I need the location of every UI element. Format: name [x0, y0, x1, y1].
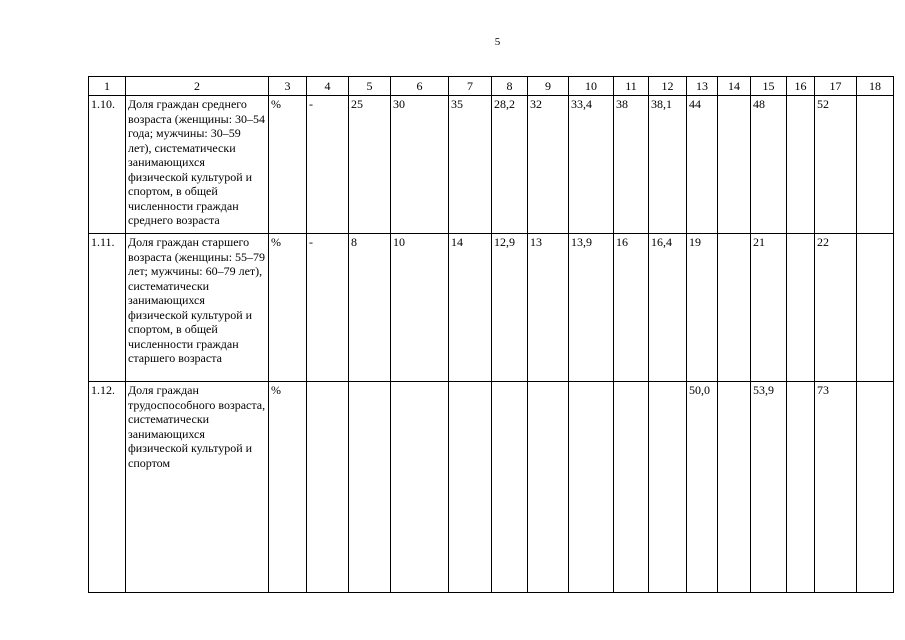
value-cell	[349, 382, 391, 593]
header-cell: 2	[126, 77, 269, 96]
value-cell: 30	[391, 96, 449, 234]
value-cell: 21	[751, 234, 787, 382]
row-number: 1.11.	[89, 234, 126, 382]
value-cell: 13	[528, 234, 569, 382]
value-cell: 14	[449, 234, 492, 382]
value-cell: 48	[751, 96, 787, 234]
value-cell: 22	[815, 234, 857, 382]
header-cell: 3	[269, 77, 307, 96]
header-cell: 11	[614, 77, 649, 96]
value-cell: 13,9	[569, 234, 614, 382]
value-cell	[649, 382, 687, 593]
value-cell: 33,4	[569, 96, 614, 234]
value-cell	[787, 234, 815, 382]
header-row	[89, 77, 894, 96]
header-cell: 7	[449, 77, 492, 96]
indicator-name: Доля граждан старшего возраста (женщины: 55–79 лет; мужчины: 60–79 лет), систематически занимающихся физической культурой и спортом, в общей численности граждан старшего возраста	[126, 234, 269, 382]
value-cell	[857, 234, 894, 382]
value-cell: 16	[614, 234, 649, 382]
header-cell: 8	[492, 77, 528, 96]
table-row	[89, 382, 894, 593]
value-cell: 35	[449, 96, 492, 234]
header-cell: 16	[787, 77, 815, 96]
value-cell: 10	[391, 234, 449, 382]
value-cell	[718, 382, 751, 593]
value-cell	[857, 382, 894, 593]
value-cell: 25	[349, 96, 391, 234]
header-cell: 12	[649, 77, 687, 96]
header-cell: 18	[857, 77, 894, 96]
row-number: 1.10.	[89, 96, 126, 234]
header-cell: 4	[307, 77, 349, 96]
indicator-name: Доля граждан трудоспособного возраста, систематически занимающихся физической культурой и спортом	[126, 382, 269, 593]
value-cell: 32	[528, 96, 569, 234]
value-cell: 38,1	[649, 96, 687, 234]
header-cell: 10	[569, 77, 614, 96]
value-cell	[718, 234, 751, 382]
value-cell	[614, 382, 649, 593]
row-number: 1.12.	[89, 382, 126, 593]
header-cell: 13	[687, 77, 718, 96]
table-row	[89, 96, 894, 234]
value-cell	[528, 382, 569, 593]
page-number: 5	[494, 36, 501, 48]
value-cell	[492, 382, 528, 593]
header-cell: 14	[718, 77, 751, 96]
value-cell: 28,2	[492, 96, 528, 234]
value-cell	[787, 96, 815, 234]
value-cell: -	[307, 234, 349, 382]
value-cell	[449, 382, 492, 593]
value-cell: 44	[687, 96, 718, 234]
value-cell: 12,9	[492, 234, 528, 382]
value-cell: 53,9	[751, 382, 787, 593]
unit-cell: %	[269, 96, 307, 234]
value-cell: 8	[349, 234, 391, 382]
value-cell	[391, 382, 449, 593]
value-cell: 50,0	[687, 382, 718, 593]
value-cell	[787, 382, 815, 593]
value-cell	[718, 96, 751, 234]
header-cell: 5	[349, 77, 391, 96]
value-cell	[307, 382, 349, 593]
header-cell: 9	[528, 77, 569, 96]
header-cell: 1	[89, 77, 126, 96]
unit-cell: %	[269, 234, 307, 382]
indicator-name: Доля граждан среднего возраста (женщины: 30–54 года; мужчины: 30–59 лет), систематически занимающихся физической культурой и спортом, в общей численности граждан среднего возраста	[126, 96, 269, 234]
value-cell: 52	[815, 96, 857, 234]
value-cell: 19	[687, 234, 718, 382]
value-cell: 16,4	[649, 234, 687, 382]
header-cell: 6	[391, 77, 449, 96]
indicators-table	[88, 76, 894, 593]
table-row	[89, 234, 894, 382]
header-cell: 17	[815, 77, 857, 96]
value-cell: -	[307, 96, 349, 234]
value-cell: 38	[614, 96, 649, 234]
value-cell	[857, 96, 894, 234]
value-cell: 73	[815, 382, 857, 593]
header-cell: 15	[751, 77, 787, 96]
value-cell	[569, 382, 614, 593]
unit-cell: %	[269, 382, 307, 593]
